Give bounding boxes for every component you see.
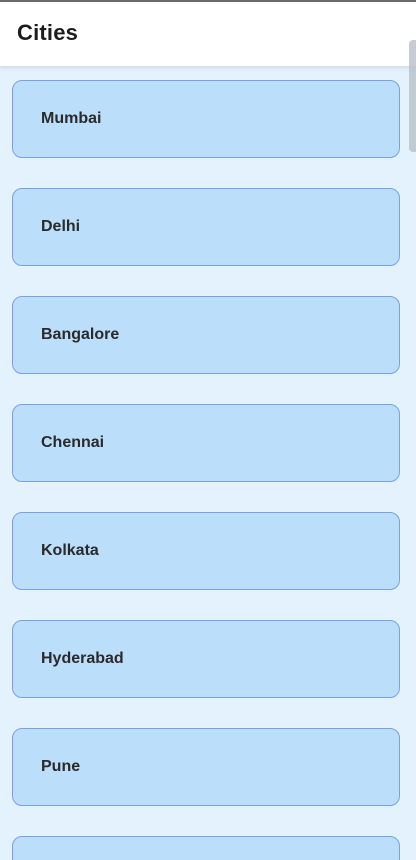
app-bar	[0, 2, 416, 66]
city-label: Mumbai	[41, 110, 102, 127]
city-card-kolkata[interactable]	[12, 512, 400, 590]
city-label: Delhi	[41, 218, 81, 235]
city-card-pune[interactable]	[12, 728, 400, 806]
page-title: Cities	[17, 20, 79, 45]
city-label: Bangalore	[41, 326, 120, 343]
city-label: Chennai	[41, 434, 105, 451]
city-list	[0, 66, 416, 860]
city-card-partial[interactable]	[12, 836, 400, 860]
city-label: Kolkata	[41, 542, 99, 559]
city-label: Pune	[41, 758, 81, 775]
scrollbar[interactable]	[409, 40, 416, 152]
city-card-delhi[interactable]	[12, 188, 400, 266]
city-card-chennai[interactable]	[12, 404, 400, 482]
city-card-hyderabad[interactable]	[12, 620, 400, 698]
city-card-mumbai[interactable]	[12, 80, 400, 158]
city-card-bangalore[interactable]	[12, 296, 400, 374]
city-label: Hyderabad	[41, 650, 124, 667]
